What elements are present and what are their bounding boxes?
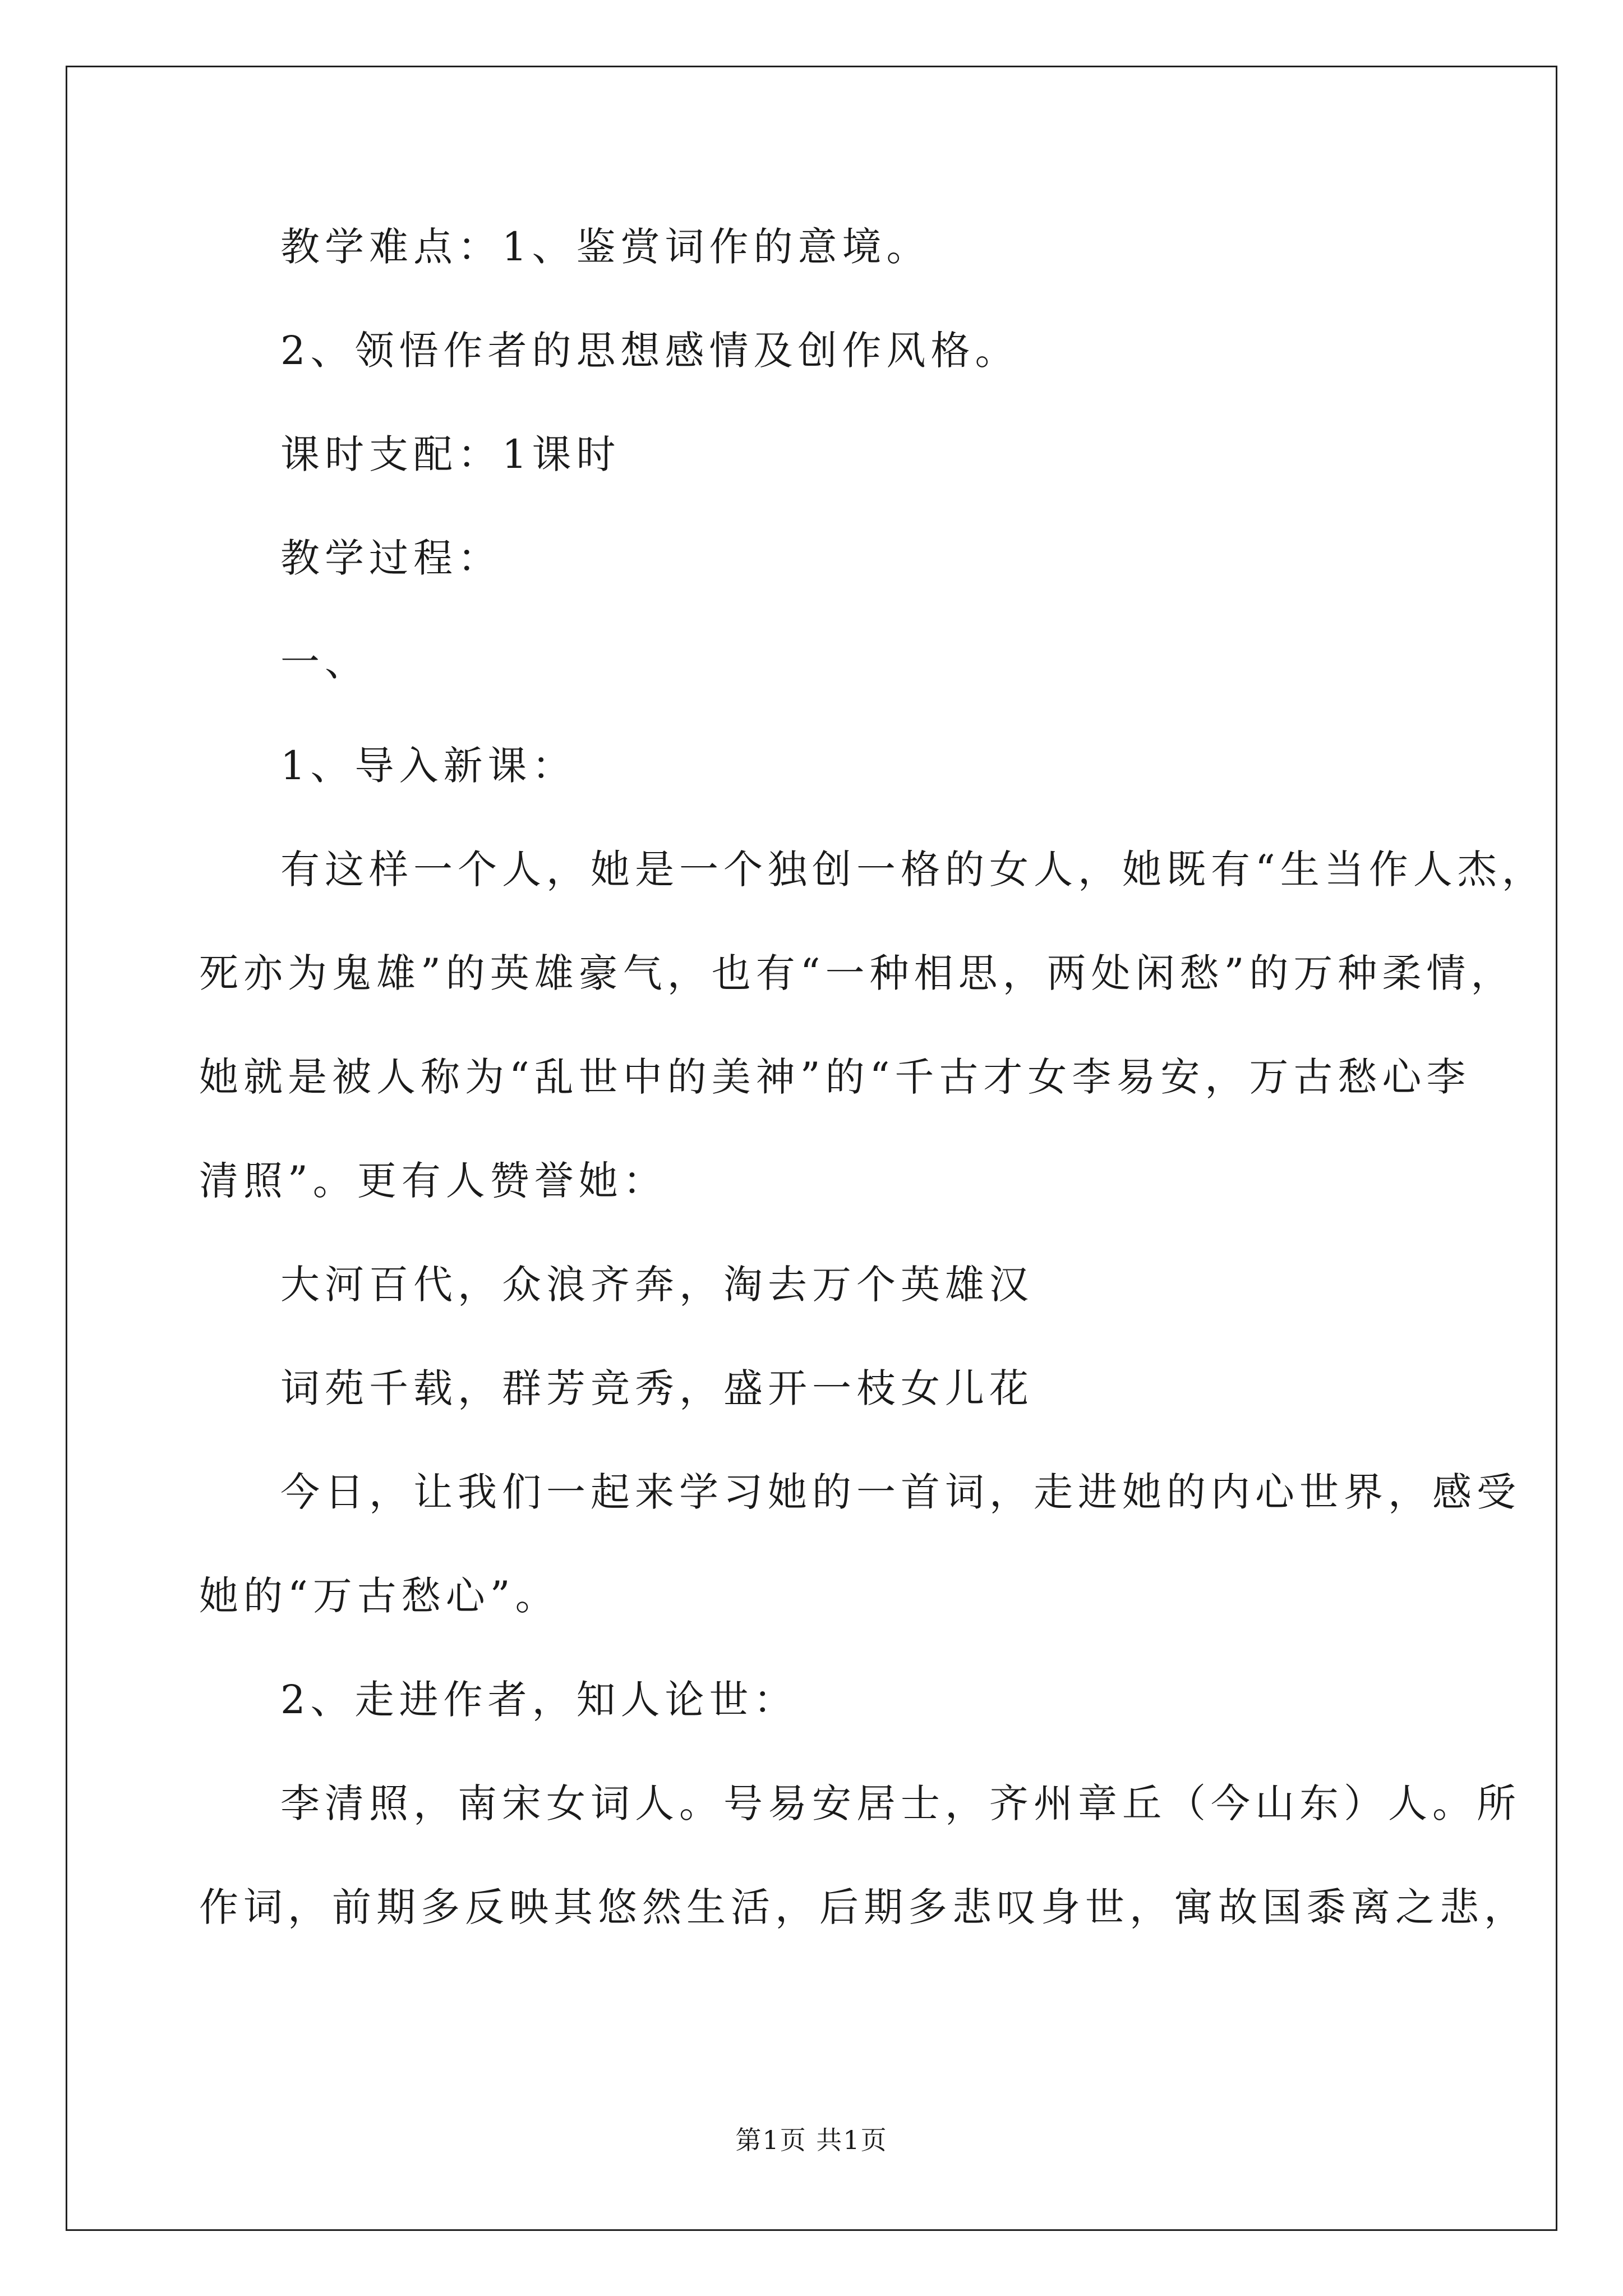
text-line: 她的“万古愁心”。 xyxy=(199,1573,560,1619)
text-line: 1、导入新课： xyxy=(280,743,577,789)
text-line: 课时支配：1课时 xyxy=(280,431,621,477)
text-line: 清照”。更有人赞誉她： xyxy=(199,1158,667,1204)
page-number-footer: 第1页 共1页 xyxy=(735,2125,888,2155)
text-line: 教学过程： xyxy=(280,535,502,581)
text-line: 教学难点：1、鉴赏词作的意境。 xyxy=(280,224,931,270)
text-line: 死亦为鬼雄”的英雄豪气，也有“一种相思，两处闲愁”的万种柔情， xyxy=(199,950,1515,996)
text-line: 李清照，南宋女词人。号易安居士，齐州章丘（今山东）人。所 xyxy=(280,1780,1521,1826)
text-line: 2、领悟作者的思想感情及创作风格。 xyxy=(280,328,1020,374)
text-line: 2、走进作者，知人论世： xyxy=(280,1677,798,1723)
text-line: 作词，前期多反映其悠然生活，后期多悲叹身世，寓故国黍离之悲， xyxy=(199,1884,1528,1930)
text-line: 大河百代，众浪齐奔，淘去万个英雄汉 xyxy=(280,1262,1034,1308)
text-line: 今日，让我们一起来学习她的一首词，走进她的内心世界，感受 xyxy=(280,1469,1521,1515)
text-line: 她就是被人称为“乱世中的美神”的“千古才女李易安，万古愁心李 xyxy=(199,1054,1471,1100)
text-line: 词苑千载，群芳竞秀，盛开一枝女儿花 xyxy=(280,1365,1034,1411)
text-line: 一、 xyxy=(280,639,369,685)
text-line: 有这样一个人，她是一个独创一格的女人，她既有“生当作人杰， xyxy=(280,846,1546,892)
